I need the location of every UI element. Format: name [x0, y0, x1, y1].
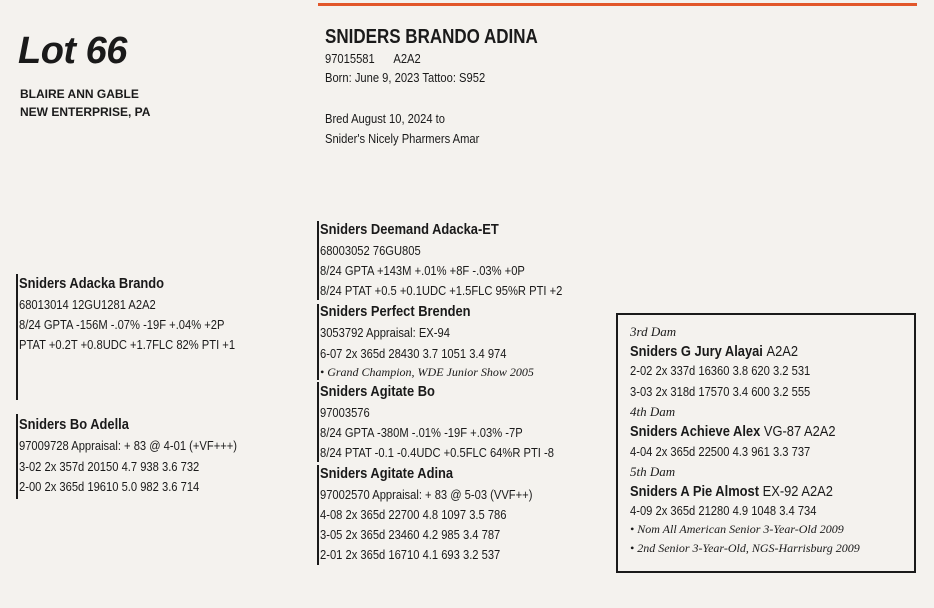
sire-dam-appraisal: 3053792 Appraisal: EX-94	[320, 325, 450, 340]
dam-record-2: 2-00 2x 365d 19610 5.0 982 3.6 714	[19, 479, 200, 494]
dam-sire-gpta: 8/24 GPTA -380M -.01% -19F +.03% -7P	[320, 425, 523, 440]
dam-sire-reg: 97003576	[320, 405, 370, 420]
third-dam-name: Sniders G Jury Alayai	[630, 343, 763, 360]
dam-dam-name: Sniders Agitate Adina	[320, 465, 454, 482]
sire-sire-name: Sniders Deemand Adacka-ET	[320, 221, 499, 238]
lot-title: Lot 66	[18, 30, 127, 72]
fourth-dam-record-1: 4-04 2x 365d 22500 4.3 961 3.3 737	[630, 444, 811, 459]
fifth-dam-label: 5th Dam	[630, 464, 676, 479]
sire-dam-name: Sniders Perfect Brenden	[320, 303, 471, 320]
consignor-name: BLAIRE ANN GABLE	[20, 87, 139, 101]
fifth-dam-note-1: • Nom All American Senior 3-Year-Old 2009	[630, 522, 844, 536]
third-dam-record-2: 3-03 2x 318d 17570 3.4 600 3.2 555	[630, 384, 811, 399]
header-rule	[318, 3, 917, 6]
animal-reg-line	[325, 51, 421, 66]
sire-gpta: 8/24 GPTA -156M -.07% -19F +.04% +2P	[19, 317, 225, 332]
dam-bracket	[16, 414, 18, 499]
bred-to: Snider's Nicely Pharmers Amar	[325, 131, 480, 146]
dam-dam-record-3: 2-01 2x 365d 16710 4.1 693 3.2 537	[320, 547, 501, 562]
dam-dam-bracket	[317, 465, 319, 565]
dam-appraisal: 97009728 Appraisal: + 83 @ 4-01 (+VF+++)	[19, 438, 238, 453]
dam-dam-record-1: 4-08 2x 365d 22700 4.8 1097 3.5 786	[320, 507, 507, 522]
sire-sire-ptat: 8/24 PTAT +0.5 +0.1UDC +1.5FLC 95%R PTI +2	[320, 283, 563, 298]
fifth-dam-note-2: • 2nd Senior 3-Year-Old, NGS-Harrisburg 2009	[630, 541, 860, 555]
fifth-dam-record-1: 4-09 2x 365d 21280 4.9 1048 3.4 734	[630, 503, 817, 518]
consignor-location: NEW ENTERPRISE, PA	[20, 105, 151, 119]
sire-bracket	[16, 274, 18, 400]
third-dam-label: 3rd Dam	[630, 324, 677, 339]
dam-dam-record-2: 3-05 2x 365d 23460 4.2 985 3.4 787	[320, 527, 501, 542]
fifth-dam-genotype: EX-92 A2A2	[762, 483, 833, 500]
fifth-dam-name: Sniders A Pie Almost	[630, 483, 760, 500]
fourth-dam-heading	[630, 423, 836, 440]
bred-date: Bred August 10, 2024 to	[325, 111, 445, 126]
sire-name: Sniders Adacka Brando	[19, 275, 165, 292]
third-dam-record-1: 2-02 2x 337d 16360 3.8 620 3.2 531	[630, 363, 811, 378]
sire-dam-note: • Grand Champion, WDE Junior Show 2005	[320, 365, 534, 379]
third-dam-heading	[630, 343, 798, 360]
sire-sire-bracket	[317, 221, 319, 300]
fourth-dam-genotype: VG-87 A2A2	[763, 423, 836, 440]
third-dam-genotype: A2A2	[766, 343, 799, 360]
fourth-dam-name: Sniders Achieve Alex	[630, 423, 761, 440]
animal-reg: 97015581	[325, 51, 375, 66]
dam-sire-bracket	[317, 382, 319, 462]
animal-born-tattoo: Born: June 9, 2023 Tattoo: S952	[325, 70, 486, 85]
fourth-dam-label: 4th Dam	[630, 404, 676, 419]
dam-record-1: 3-02 2x 357d 20150 4.7 938 3.6 732	[19, 459, 200, 474]
dam-name: Sniders Bo Adella	[19, 416, 129, 433]
animal-genotype: A2A2	[393, 51, 421, 66]
sire-dam-record: 6-07 2x 365d 28430 3.7 1051 3.4 974	[320, 346, 507, 361]
sire-ptat: PTAT +0.2T +0.8UDC +1.7FLC 82% PTI +1	[19, 337, 236, 352]
sire-sire-reg: 68003052 76GU805	[320, 243, 421, 258]
dam-sire-name: Sniders Agitate Bo	[320, 383, 435, 400]
sire-sire-gpta: 8/24 GPTA +143M +.01% +8F -.03% +0P	[320, 263, 525, 278]
sire-dam-bracket	[317, 304, 319, 380]
dam-sire-ptat: 8/24 PTAT -0.1 -0.4UDC +0.5FLC 64%R PTI -8	[320, 445, 554, 460]
fifth-dam-heading	[630, 483, 833, 500]
animal-name: SNIDERS BRANDO ADINA	[325, 26, 538, 48]
dam-dam-appraisal: 97002570 Appraisal: + 83 @ 5-03 (VVF++)	[320, 487, 533, 502]
sire-reg: 68013014 12GU1281 A2A2	[19, 297, 156, 312]
